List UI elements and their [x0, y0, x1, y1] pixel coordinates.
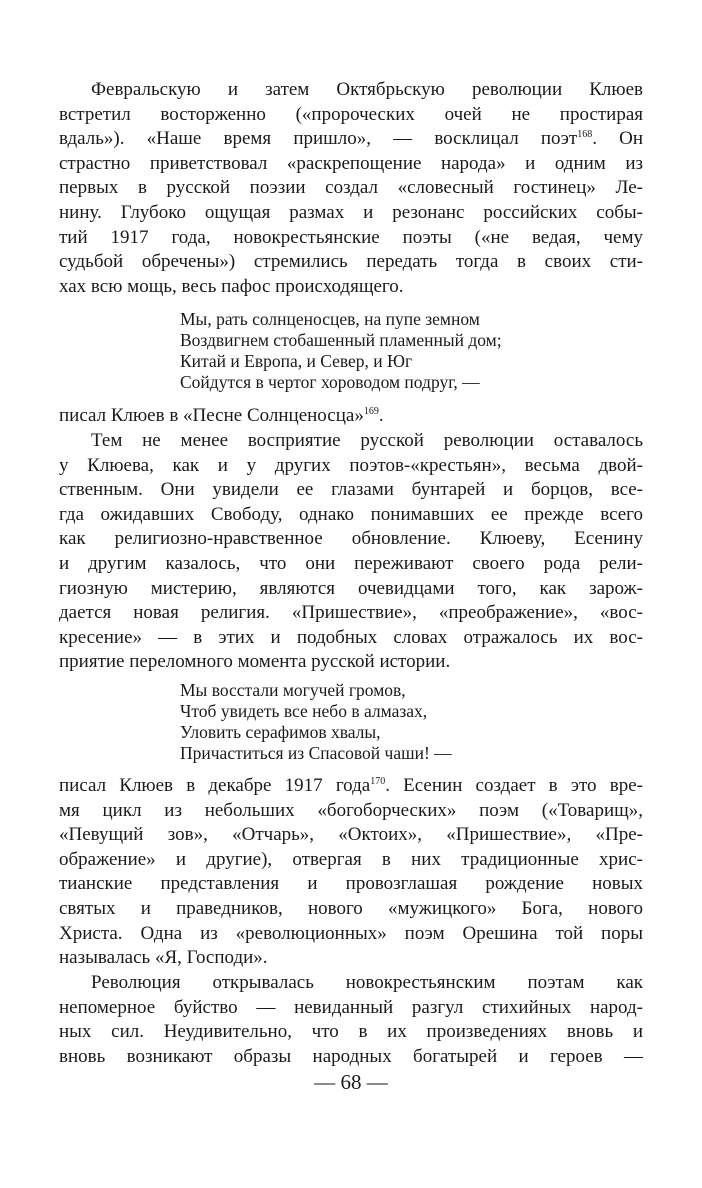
text-line: нину. Глубоко ощущая размах и резонанс российских собы-	[59, 201, 643, 223]
text-line: встретил восторженно («пророческих очей не простирая	[59, 103, 643, 125]
text-line: ственным. Они увидели ее глазами бунтарей и борцов, все-	[59, 479, 643, 501]
text-line: «Певущий зов», «Отчарь», «Октоих», «Пришествие», «Пре-	[59, 824, 643, 846]
paragraph-attribution-1	[59, 404, 643, 429]
verse-line: Чтоб увидеть все небо в алмазах,	[180, 701, 428, 721]
text-line: вновь возникают образы народных богатырей и героев —	[59, 1045, 643, 1067]
text-line: ных сил. Неудивительно, что в их произведениях вновь и	[59, 1021, 643, 1043]
text-line: дается новая религия. «Пришествие», «преображение», «вос-	[59, 602, 643, 624]
text-line: вдаль»). «Наше время пришло», — восклицал поэт$^{168}$. Он	[59, 128, 644, 150]
text-line: гда ожидавших Свободу, однако понимавших ее прежде всего	[59, 503, 643, 525]
verse-line: Сойдутся в чертог хороводом подруг, —	[180, 372, 480, 392]
footnote-ref: 170	[370, 776, 386, 787]
text-line: непомерное буйство — невиданный разгул стихийных народ-	[59, 996, 643, 1018]
text-line: ображение» и другие), отвергая в них традиционные хрис-	[59, 848, 643, 870]
verse-line: Уловить серафимов хвалы,	[180, 722, 381, 742]
page-number: — 68 —	[314, 1070, 388, 1094]
verse-stanza-1	[180, 309, 502, 393]
verse-line: Воздвигнем стобашенный пламенный дом;	[180, 330, 502, 350]
paragraph-esenin-cycle	[59, 774, 643, 971]
verse-stanza-2	[180, 680, 452, 764]
text-line: приятие переломного момента русской истории.	[59, 651, 451, 673]
verse-line: Мы восстали могучей громов,	[180, 680, 406, 700]
text-line: тианские представления и провозглашая рождение новых	[59, 873, 643, 895]
text-line: кресение» — в этих и подобных словах отражалось их вос-	[59, 626, 643, 648]
verse-line: Мы, рать солнценосцев, на пупе земном	[180, 309, 480, 329]
footnote-ref: 169	[363, 406, 379, 417]
paragraph-ambivalence	[59, 429, 643, 675]
verse-line: Причаститься из Спасовой чаши! —	[180, 743, 452, 763]
footnote-ref: 168	[577, 129, 593, 141]
paragraph-revolution-reception	[59, 78, 643, 299]
text-line: святых и праведников, нового «мужицкого» Бога, нового	[59, 897, 643, 919]
text-line: писал Клюев в «Песне Солнценосца»$^{169}$.	[59, 405, 384, 426]
text-line: хах всю мощь, весь пафос происходящего.	[59, 275, 404, 297]
paragraph-revolution-as-frenzy	[59, 971, 643, 1069]
text-line: и другим казалось, что они переживают своего рода рели-	[59, 552, 643, 574]
verse-line: Китай и Европа, и Север, и Юг	[180, 351, 413, 371]
text-line: Февральскую и затем Октябрьскую революции Клюев	[91, 79, 643, 100]
text-line: писал Клюев в декабре 1917 года$^{170}$. Есенин создает в это вре-	[59, 775, 643, 796]
text-line: гиозную мистерию, являются очевидцами того, как зарож-	[59, 577, 643, 599]
text-line: судьбой обречены») стремились передать тогда в своих сти-	[59, 251, 643, 273]
text-line: как религиозно-нравственное обновление. Клюеву, Есенину	[59, 528, 643, 550]
text-line: Революция открывалась новокрестьянским поэтам как	[91, 972, 643, 993]
text-line: мя цикл из небольших «богоборческих» поэм («Товарищ»,	[59, 799, 643, 821]
text-line: называлась «Я, Господи».	[59, 947, 268, 969]
text-line: у Клюева, как и у других поэтов-«крестьян», весьма двой-	[59, 454, 643, 476]
text-line: страстно приветствовал «раскрепощение народа» и одним из	[59, 152, 643, 174]
text-line: тий 1917 года, новокрестьянские поэты («не ведая, чему	[59, 226, 643, 248]
text-line: Тем не менее восприятие русской революции оставалось	[91, 430, 643, 451]
text-line: первых в русской поэзии создал «словесный гостинец» Ле-	[59, 177, 643, 199]
text-line: Христа. Одна из «революционных» поэм Орешина той поры	[59, 922, 643, 944]
